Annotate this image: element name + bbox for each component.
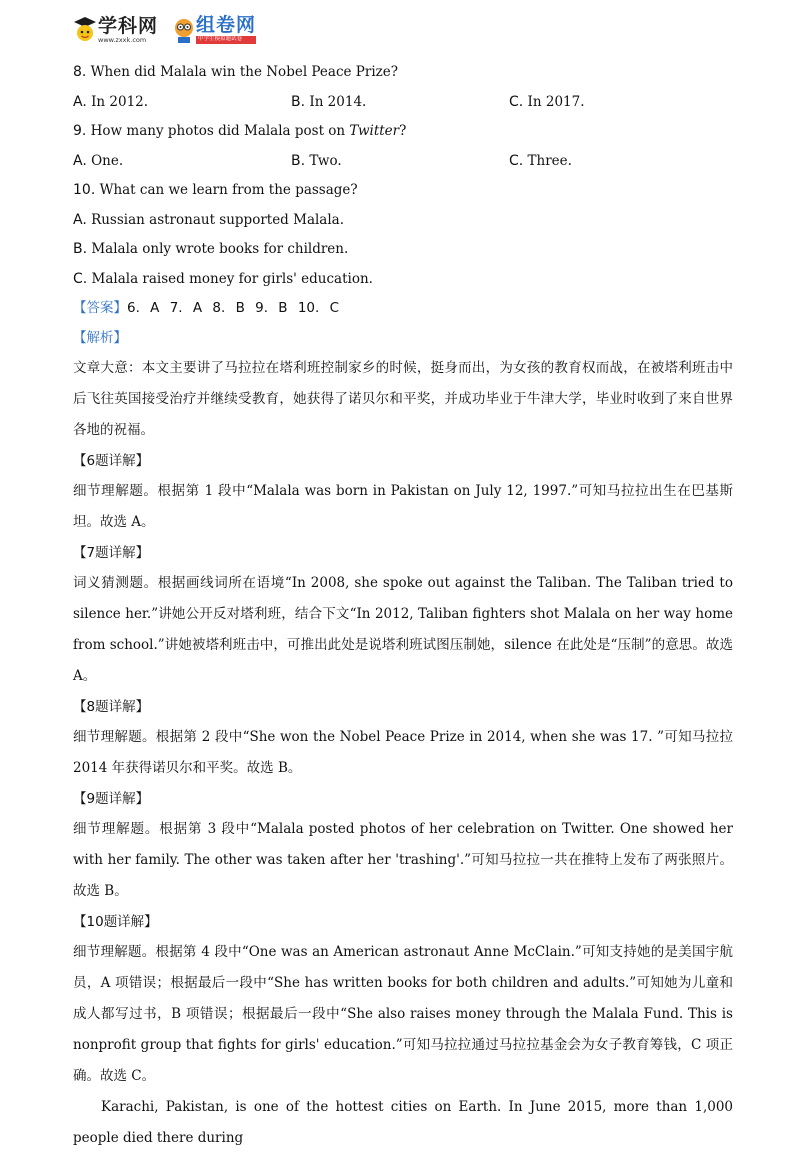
heading-number: 10 [86,914,104,930]
answer-label: 【答案】 [73,300,127,316]
option-text: Three. [527,152,572,169]
zujuan-logo[interactable] [172,15,256,45]
detail-heading-10 [73,907,733,937]
detail-text-7: 词义猜测题。根据画线词所在语境“In 2008, she spoke out against the Taliban. The Taliban tried to silence her.”讲她公开反对塔利班，结合下文“In 2012, Taliban fighters shot Malala on her way home from school.”讲她被塔利班击中，可推出此处是说塔利班试图压制她，silence 在此处是“压制”的意思。故选 A。 [73,575,733,684]
heading-title: 题详解】 [95,791,150,807]
option-a [73,88,291,118]
detail-heading-6 [73,446,733,476]
answer-values: 6. A 7. A 8. B 9. B 10. C [127,300,340,316]
question-text: How many photos did Malala post on [90,123,350,139]
answer-line [73,294,733,324]
document-body [73,58,733,1154]
question-text: What can we learn from the passage? [99,182,358,198]
heading-title: 题详解】 [95,699,150,715]
question-10 [73,176,733,206]
option-b [291,147,509,177]
zxxk-logo-name: 学科网 [98,14,159,37]
option-label: B. [73,241,88,257]
question-text-end: ? [399,123,407,139]
option-label: B. [291,152,306,169]
heading-number: 6 [86,453,96,469]
option-label: B. [291,93,306,110]
next-passage-start: Karachi, Pakistan, is one of the hottest cities on Earth. In June 2015, more than 1,000 people died there during [73,1099,733,1146]
heading-number: 8 [86,699,96,715]
detail-text-6: 细节理解题。根据第 1 段中“Malala was born in Pakistan on July 12, 1997.”可知马拉拉出生在巴基斯坦。故选 A。 [73,483,733,530]
option-c [73,265,733,295]
option-text: Russian astronaut supported Malala. [91,211,345,228]
option-c [509,88,727,118]
option-label: A. [73,211,87,228]
heading-bracket: 【 [73,699,87,715]
question-9-options [73,147,733,177]
option-a [73,206,733,236]
heading-bracket: 【 [73,914,87,930]
option-text: One. [91,152,124,169]
detail-heading-8 [73,692,733,722]
header-logos [72,10,270,50]
zujuan-logo-name: 组卷网 [196,14,257,37]
heading-bracket: 【 [73,545,87,561]
option-a [73,147,291,177]
detail-text-9: 细节理解题。根据第 3 段中“Malala posted photos of her celebration on Twitter. One showed her with her family. The other was taken after her 'trashing'.”可知马拉拉一共在推特上发布了两张照片。故选 B。 [73,821,733,899]
question-8 [73,58,733,88]
heading-title: 题详解】 [95,545,150,561]
option-b [73,235,733,265]
heading-title: 题详解】 [95,453,150,469]
question-text: When did Malala win the Nobel Peace Prize? [90,64,398,80]
option-label: C. [509,93,524,110]
zxxk-logo-url: www.zxxk.com [98,35,147,44]
option-text: Malala raised money for girls' education. [91,270,373,287]
option-b [291,88,509,118]
option-text: In 2012. [91,93,149,110]
zxxk-logo[interactable] [72,15,158,45]
option-text: In 2017. [527,93,585,110]
passage-summary: 文章大意：本文主要讲了马拉拉在塔利班控制家乡的时候，挺身而出，为女孩的教育权而战，在被塔利班击中后飞往英国接受治疗并继续受教育，她获得了诺贝尔和平奖，并成功毕业于牛津大学，毕业时收到了来自世界各地的祝福。 [73,360,733,438]
analysis-line [73,324,733,354]
heading-bracket: 【 [73,453,87,469]
heading-number: 7 [86,545,96,561]
zujuan-logo-sub: 中学生模拟题试卷 [196,36,256,44]
detail-heading-9 [73,784,733,814]
question-8-options [73,88,733,118]
question-italic-word: Twitter [349,123,400,139]
option-label: A. [73,93,87,110]
option-text: In 2014. [309,93,367,110]
option-label: A. [73,152,87,169]
question-number: 9. [73,123,87,139]
detail-heading-7 [73,538,733,568]
option-c [509,147,727,177]
graduate-mascot-icon [72,15,98,45]
option-text: Malala only wrote books for children. [91,241,349,257]
heading-number: 9 [86,791,96,807]
option-label: C. [509,152,524,169]
detail-text-8: 细节理解题。根据第 2 段中“She won the Nobel Peace Prize in 2014, when she was 17. ”可知马拉拉 2014 年获得诺贝尔和平奖。故选 B。 [73,729,733,776]
detail-text-10: 细节理解题。根据第 4 段中“One was an American astronaut Anne McClain.”可知支持她的是美国宇航员，A 项错误；根据最后一段中“She has written books for both children and adults.”可知她为儿童和成人都写过书，B 项错误；根据最后一段中“She also raises money through the Malala Fund. This is nonprofit group that fights for girls' education.”可知马拉拉通过马拉拉基金会为女子教育筹钱，C 项正确。故选 C。 [73,944,733,1084]
heading-title: 题详解】 [103,914,158,930]
heading-bracket: 【 [73,791,87,807]
question-9 [73,117,733,147]
option-text: Two. [309,152,342,169]
question-number: 10. [73,182,96,198]
question-number: 8. [73,64,87,80]
student-mascot-icon [172,15,196,45]
option-label: C. [73,270,88,287]
analysis-label: 【解析】 [73,329,127,346]
